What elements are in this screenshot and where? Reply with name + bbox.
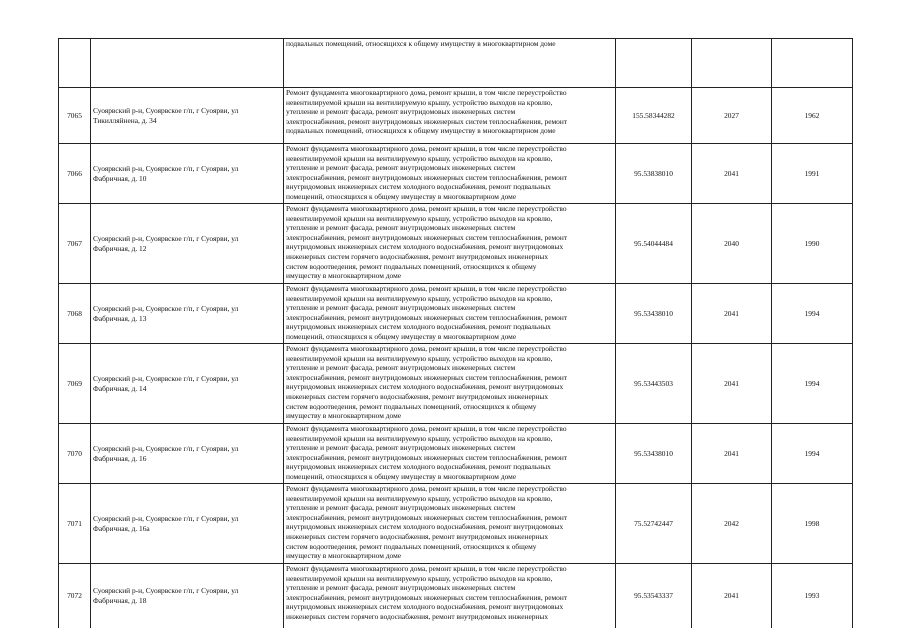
works-line: инженерных систем горячего водоснабжения, ремонт внутридомовых инженерных bbox=[286, 391, 549, 401]
works-line: подвальных помещений, относящихся к общему имуществу в многоквартирном доме bbox=[286, 39, 556, 48]
works-line: невентилируемой крыши на вентилируемую крышу, устройство выходов на кровлю, bbox=[286, 493, 553, 503]
works-line: электроснабжения, ремонт внутридомовых инженерных систем теплоснабжения, ремонт bbox=[286, 312, 568, 322]
works-line: систем водоотведения, ремонт подвальных помещений, относящихся к общему bbox=[286, 261, 537, 271]
table-row bbox=[59, 284, 853, 344]
works-line: электроснабжения, ремонт внутридомовых инженерных систем теплоснабжения, ремонт bbox=[286, 512, 568, 522]
planned-year-cell: 2041 bbox=[692, 344, 772, 424]
works-line: Ремонт фундамента многоквартирного дома, ремонт крыши, в том числе переустройство bbox=[286, 204, 567, 213]
works-line: помещений, относящихся к общему имуществу в многоквартирном доме bbox=[286, 191, 517, 201]
row-number-cell: 7067 bbox=[59, 204, 91, 284]
row-number-cell: 7072 bbox=[59, 564, 91, 629]
address-line: Суоярвский р-н, Суоярвское г/п, г Суоярви, ул bbox=[93, 163, 239, 173]
works-line: инженерных систем горячего водоснабжения, ремонт внутридомовых инженерных bbox=[286, 531, 549, 541]
works-line: Ремонт фундамента многоквартирного дома, ремонт крыши, в том числе переустройство bbox=[286, 88, 567, 97]
row-number-cell: 7065 bbox=[59, 88, 91, 144]
built-year-cell: 1962 bbox=[772, 88, 853, 144]
address-cell bbox=[91, 484, 284, 564]
planned-year-cell: 2041 bbox=[692, 284, 772, 344]
works-line: помещений, относящихся к общему имуществу в многоквартирном доме bbox=[286, 331, 517, 341]
address-line: Суоярвский р-н, Суоярвское г/п, г Суоярви, ул bbox=[93, 443, 239, 453]
works-line: утепление и ремонт фасада, ремонт внутридомовых инженерных систем bbox=[286, 363, 516, 373]
row-number-cell: 7066 bbox=[59, 144, 91, 204]
address-line: Фабричная, д. 14 bbox=[93, 383, 147, 393]
works-line: систем водоотведения, ремонт подвальных помещений, относящихся к общему bbox=[286, 401, 537, 411]
address-line: Суоярвский р-н, Суоярвское г/п, г Суоярви, ул bbox=[93, 586, 239, 596]
cost-cell: 95.53438010 bbox=[616, 424, 692, 484]
table-row bbox=[59, 484, 853, 564]
works-line: утепление и ремонт фасада, ремонт внутридомовых инженерных систем bbox=[286, 503, 516, 513]
works-line: утепление и ремонт фасада, ремонт внутридомовых инженерных систем bbox=[286, 223, 516, 233]
works-cell bbox=[284, 564, 616, 629]
address-line: Фабричная, д. 12 bbox=[93, 243, 147, 253]
planned-year-cell: 2041 bbox=[692, 144, 772, 204]
built-year-cell: 1991 bbox=[772, 144, 853, 204]
address-line: Фабричная, д. 10 bbox=[93, 173, 147, 183]
works-line: внутридомовых инженерных систем холодного водоснабжения, ремонт внутридомовых bbox=[286, 242, 564, 252]
address-cell bbox=[91, 39, 284, 88]
cost-cell: 95.53438010 bbox=[616, 284, 692, 344]
works-line: Ремонт фундамента многоквартирного дома, ремонт крыши, в том числе переустройство bbox=[286, 344, 567, 353]
built-year-cell: 1994 bbox=[772, 344, 853, 424]
cost-cell bbox=[616, 39, 692, 88]
works-line: электроснабжения, ремонт внутридомовых инженерных систем теплоснабжения, ремонт bbox=[286, 592, 568, 602]
address-line: Суоярвский р-н, Суоярвское г/п, г Суоярви, ул bbox=[93, 373, 239, 383]
works-line: Ремонт фундамента многоквартирного дома, ремонт крыши, в том числе переустройство bbox=[286, 284, 567, 293]
built-year-cell: 1990 bbox=[772, 204, 853, 284]
works-cell bbox=[284, 424, 616, 484]
built-year-cell: 1998 bbox=[772, 484, 853, 564]
cost-cell: 155.58344282 bbox=[616, 88, 692, 144]
works-line: невентилируемой крыши на вентилируемую крышу, устройство выходов на кровлю, bbox=[286, 353, 553, 363]
address-cell bbox=[91, 344, 284, 424]
works-line: внутридомовых инженерных систем холодного водоснабжения, ремонт внутридомовых bbox=[286, 382, 564, 392]
works-line: утепление и ремонт фасада, ремонт внутридомовых инженерных систем bbox=[286, 583, 516, 593]
cost-cell: 95.53543337 bbox=[616, 564, 692, 629]
table-row bbox=[59, 344, 853, 424]
works-line: электроснабжения, ремонт внутридомовых инженерных систем теплоснабжения, ремонт bbox=[286, 452, 568, 462]
planned-year-cell: 2041 bbox=[692, 424, 772, 484]
table-row bbox=[59, 424, 853, 484]
address-cell bbox=[91, 284, 284, 344]
built-year-cell bbox=[772, 39, 853, 88]
address-cell bbox=[91, 204, 284, 284]
works-line: невентилируемой крыши на вентилируемую крышу, устройство выходов на кровлю, bbox=[286, 573, 553, 583]
built-year-cell: 1993 bbox=[772, 564, 853, 629]
works-line: утепление и ремонт фасада, ремонт внутридомовых инженерных систем bbox=[286, 303, 516, 313]
planned-year-cell: 2027 bbox=[692, 88, 772, 144]
works-line: внутридомовых инженерных систем холодного водоснабжения, ремонт подвальных bbox=[286, 462, 551, 472]
works-line: внутридомовых инженерных систем холодного водоснабжения, ремонт внутридомовых bbox=[286, 522, 564, 532]
works-cell bbox=[284, 484, 616, 564]
address-line: Фабричная, д. 16а bbox=[93, 523, 150, 533]
works-line: внутридомовых инженерных систем холодного водоснабжения, ремонт подвальных bbox=[286, 182, 551, 192]
row-number-cell: 7071 bbox=[59, 484, 91, 564]
table-row bbox=[59, 39, 853, 88]
works-line: инженерных систем горячего водоснабжения, ремонт внутридомовых инженерных bbox=[286, 251, 549, 261]
works-line: утепление и ремонт фасада, ремонт внутридомовых инженерных систем bbox=[286, 443, 516, 453]
planned-year-cell: 2041 bbox=[692, 564, 772, 629]
address-line: Фабричная, д. 18 bbox=[93, 596, 147, 605]
repair-program-table bbox=[58, 38, 853, 628]
works-line: электроснабжения, ремонт внутридомовых инженерных систем теплоснабжения, ремонт bbox=[286, 172, 568, 182]
works-line: электроснабжения, ремонт внутридомовых инженерных систем теплоснабжения, ремонт bbox=[286, 232, 568, 242]
table-row bbox=[59, 564, 853, 629]
works-line: невентилируемой крыши на вентилируемую крышу, устройство выходов на кровлю, bbox=[286, 433, 553, 443]
works-line: невентилируемой крыши на вентилируемую крышу, устройство выходов на кровлю, bbox=[286, 97, 553, 107]
works-line: Ремонт фундамента многоквартирного дома, ремонт крыши, в том числе переустройство bbox=[286, 424, 567, 433]
address-cell bbox=[91, 564, 284, 629]
cost-cell: 95.53838010 bbox=[616, 144, 692, 204]
works-line: Ремонт фундамента многоквартирного дома, ремонт крыши, в том числе переустройство bbox=[286, 144, 567, 153]
works-line: утепление и ремонт фасада, ремонт внутридомовых инженерных систем bbox=[286, 163, 516, 173]
address-cell bbox=[91, 424, 284, 484]
address-line: Суоярвский р-н, Суоярвское г/п, г Суоярви, ул bbox=[93, 303, 239, 313]
works-line: электроснабжения, ремонт внутридомовых инженерных систем теплоснабжения, ремонт bbox=[286, 116, 568, 126]
works-line: внутридомовых инженерных систем холодного водоснабжения, ремонт внутридомовых bbox=[286, 602, 564, 612]
works-line: Ремонт фундамента многоквартирного дома, ремонт крыши, в том числе переустройство bbox=[286, 564, 567, 573]
planned-year-cell: 2040 bbox=[692, 204, 772, 284]
address-line: Тикилляйнена, д. 34 bbox=[93, 115, 157, 125]
row-number-cell: 7069 bbox=[59, 344, 91, 424]
cost-cell: 95.54044484 bbox=[616, 204, 692, 284]
works-line: имуществу в многоквартирном доме bbox=[286, 411, 402, 421]
planned-year-cell: 2042 bbox=[692, 484, 772, 564]
works-cell bbox=[284, 204, 616, 284]
works-cell bbox=[284, 144, 616, 204]
works-line: невентилируемой крыши на вентилируемую крышу, устройство выходов на кровлю, bbox=[286, 293, 553, 303]
works-cell bbox=[284, 39, 616, 88]
built-year-cell: 1994 bbox=[772, 284, 853, 344]
table-row bbox=[59, 204, 853, 284]
address-cell bbox=[91, 88, 284, 144]
address-line: Фабричная, д. 16 bbox=[93, 453, 147, 463]
table-row bbox=[59, 88, 853, 144]
works-cell bbox=[284, 88, 616, 144]
works-cell bbox=[284, 344, 616, 424]
address-line: Суоярвский р-н, Суоярвское г/п, г Суоярви, ул bbox=[93, 513, 239, 523]
cost-cell: 75.52742447 bbox=[616, 484, 692, 564]
works-line: невентилируемой крыши на вентилируемую крышу, устройство выходов на кровлю, bbox=[286, 153, 553, 163]
works-line: внутридомовых инженерных систем холодного водоснабжения, ремонт подвальных bbox=[286, 322, 551, 332]
works-cell bbox=[284, 284, 616, 344]
built-year-cell: 1994 bbox=[772, 424, 853, 484]
table-body bbox=[59, 39, 853, 629]
works-line: систем водоотведения, ремонт подвальных помещений, относящихся к общему bbox=[286, 541, 537, 551]
address-line: Суоярвский р-н, Суоярвское г/п, г Суоярви, ул bbox=[93, 105, 239, 115]
works-line: инженерных систем горячего водоснабжения, ремонт внутридомовых инженерных bbox=[286, 611, 549, 621]
cost-cell: 95.53443503 bbox=[616, 344, 692, 424]
works-line: утепление и ремонт фасада, ремонт внутридомовых инженерных систем bbox=[286, 107, 516, 117]
works-line: электроснабжения, ремонт внутридомовых инженерных систем теплоснабжения, ремонт bbox=[286, 372, 568, 382]
table-row bbox=[59, 144, 853, 204]
works-line: помещений, относящихся к общему имуществу в многоквартирном доме bbox=[286, 471, 517, 481]
row-number-cell bbox=[59, 39, 91, 88]
row-number-cell: 7070 bbox=[59, 424, 91, 484]
works-line: имуществу в многоквартирном доме bbox=[286, 551, 402, 561]
works-line: имуществу в многоквартирном доме bbox=[286, 271, 402, 281]
address-cell bbox=[91, 144, 284, 204]
works-line: Ремонт фундамента многоквартирного дома, ремонт крыши, в том числе переустройство bbox=[286, 484, 567, 493]
planned-year-cell bbox=[692, 39, 772, 88]
address-line: Суоярвский р-н, Суоярвское г/п, г Суоярви, ул bbox=[93, 233, 239, 243]
works-line: подвальных помещений, относящихся к общему имуществу в многоквартирном доме bbox=[286, 126, 556, 136]
works-line: невентилируемой крыши на вентилируемую крышу, устройство выходов на кровлю, bbox=[286, 213, 553, 223]
address-line: Фабричная, д. 13 bbox=[93, 313, 147, 323]
row-number-cell: 7068 bbox=[59, 284, 91, 344]
